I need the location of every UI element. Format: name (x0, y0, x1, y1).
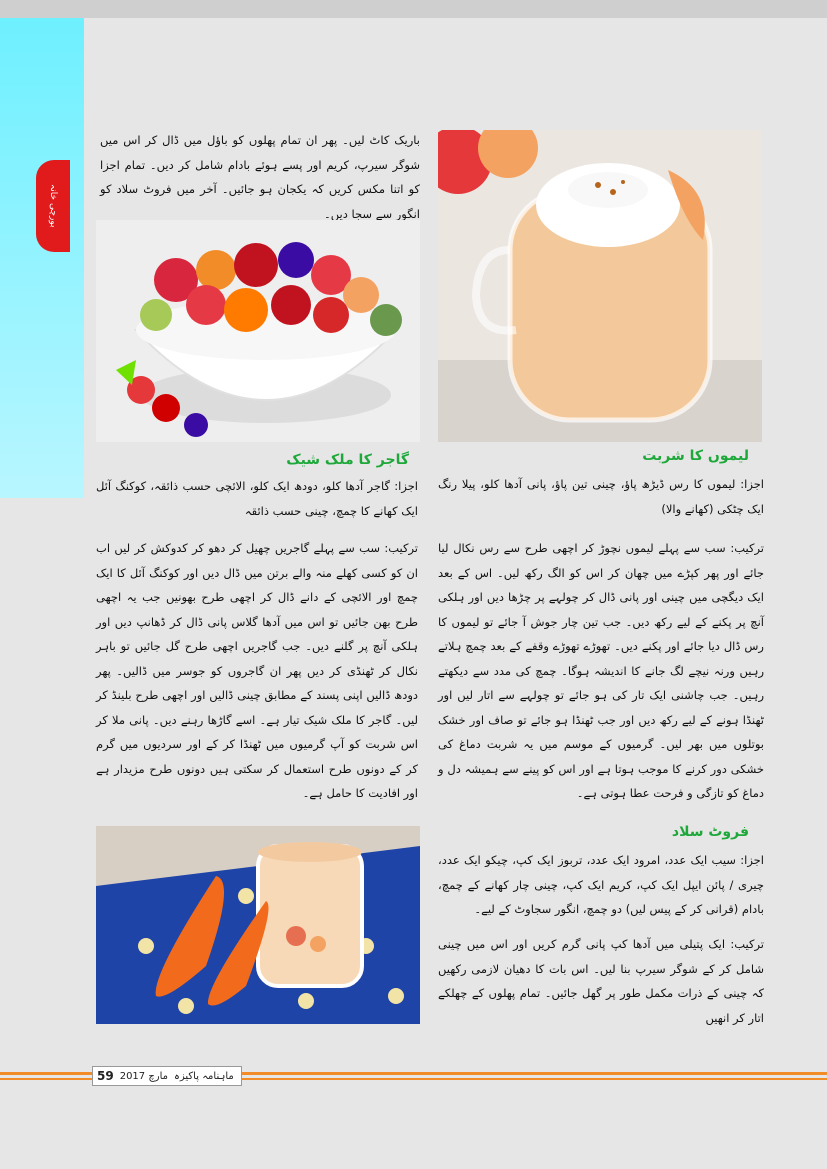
fruit-salad-illustration (96, 220, 420, 442)
carrot-shake-heading: گاجر کا ملک شیک (286, 452, 409, 468)
lemon-sharbat-heading: لیموں کا شربت (642, 448, 749, 464)
fruit-salad-ingredients: اجزا: سیب ایک عدد، امرود ایک عدد، تربوز ایک کپ، چیکو ایک عدد، چیری / پائن ایپل ایک کپ، کریم ایک کپ، چینی چار کھانے کے چمچ، بادام (قرانی کر کے پیس لیں) دو چمچ، انگور سجاوٹ کے لیے۔ (438, 853, 764, 916)
carrot-shake-ingredients: اجزا: گاجر آدھا کلو، دودھ ایک کلو، الائچی حسب ذائقہ، کوکنگ آئل ایک کھانے کا چمچ، چینی حسب ذائقہ (96, 479, 418, 518)
magazine-name: ماہنامہ پاکیزہ (174, 1070, 234, 1082)
fruit-salad-continuation: باریک کاٹ لیں۔ پھر ان تمام پھلوں کو باؤل میں ڈال کر اس میں شوگر سیرپ، کریم اور پسے ہوئے بادام شامل کر دیں۔ تمام اجزا کو اتنا مکس کریں کہ یکجان ہو جائیں۔ آخر میں فروٹ سلاد کو انگور سے سجا دیں۔ (100, 133, 420, 221)
section-tab: بورچی خانہ (36, 160, 70, 252)
fruit-salad-heading: فروٹ سلاد (671, 824, 749, 840)
lemon-sharbat-ingredients: اجزا: لیموں کا رس ڈیڑھ پاؤ، چینی تین پاؤ، پانی آدھا کلو، پیلا رنگ ایک چٹکی (کھانے والا) (438, 477, 764, 516)
footer-label (92, 1066, 242, 1086)
lemon-drink-illustration (438, 130, 762, 442)
fruit-salad-photo (96, 220, 420, 442)
carrot-shake-photo (96, 826, 420, 1024)
carrot-shake-illustration (96, 826, 420, 1024)
top-bar (0, 0, 827, 18)
lemon-drink-photo (438, 130, 762, 442)
lemon-sharbat-method: ترکیب: سب سے پہلے لیموں نچوڑ کر اچھی طرح سے رس نکال لیا جائے اور پھر کپڑے میں چھان کر اس کو الگ رکھ لیں۔ اس کے بعد ایک دیگچی میں چینی اور پانی ڈال کر چولہے پر چڑھا دیں اور ہلکی آنچ پر پکنے کے لیے رکھ دیں۔ جب تین چار جوش آ جائے تو لیموں کا رس ڈال دیا جائے اور پکنے دیں۔ تھوڑے تھوڑے وقفے کے بعد چمچ ہلاتے رہیں ورنہ نیچے لگ جانے کا اندیشہ ہوگا۔ چمچ کی مدد سے دیکھتے رہیں۔ جب چاشنی ایک تار کی ہو جائے تو چولہے سے اتار لیں اور ٹھنڈا ہونے کے لیے رکھ دیں اور جب ٹھنڈا ہو جائے تو صاف اور خشک بوتلوں میں بھر لیں۔ گرمیوں کے موسم میں یہ شربت دماغ کی خشکی دور کرنے کا موجب ہوتا ہے اور اس کو پینے سے ہمیشہ دل و دماغ کو تازگی و فرحت عطا ہوتی ہے۔ (438, 541, 764, 800)
carrot-shake-method: ترکیب: سب سے پہلے گاجریں چھیل کر دھو کر کدوکش کر لیں اب ان کو کسی کھلے منہ والے برتن میں ڈال دیں اور کوکنگ آئل کا ایک چمچ اور الائچی کے دانے ڈال کر اچھی طرح بھونیں جب یہ اچھی طرح بھن جائیں تو اس میں آدھا گلاس پانی ڈال کر ڈھانپ دیں اور ہلکی آنچ پر گلنے دیں۔ جب گاجریں اچھی طرح گل جائیں تو باہر نکال کر ٹھنڈی کر دیں پھر ان گاجروں کو جوسر میں ڈالیں۔ پھر دودھ ڈالیں اپنی پسند کے مطابق چینی ڈالیں اور اچھی طرح بلینڈ کر لیں۔ گاجر کا ملک شیک تیار ہے۔ اسے گاڑھا رہنے دیں۔ پانی ملا کر اس شربت کو آپ گرمیوں میں ٹھنڈا کر کے اور سردیوں میں گرم کر کے دونوں طرح استعمال کر سکتی ہیں دونوں طرح مزیدار ہے اور افادیت کا حامل ہے۔ (96, 541, 418, 800)
page-number: 59 (97, 1069, 114, 1083)
issue-date: مارچ 2017 (119, 1070, 169, 1082)
cyan-margin-strip (0, 18, 84, 498)
fruit-salad-method: ترکیب: ایک پتیلی میں آدھا کپ پانی گرم کریں اور اس میں چینی شامل کر کے شوگر سیرپ بنا لیں۔ اس بات کا دھیان لازمی رکھیں کہ چینی کے ذرات مکمل طور پر گھل جائیں۔ تمام پھلوں کے چھلکے اتار کر انھیں (438, 937, 764, 1025)
